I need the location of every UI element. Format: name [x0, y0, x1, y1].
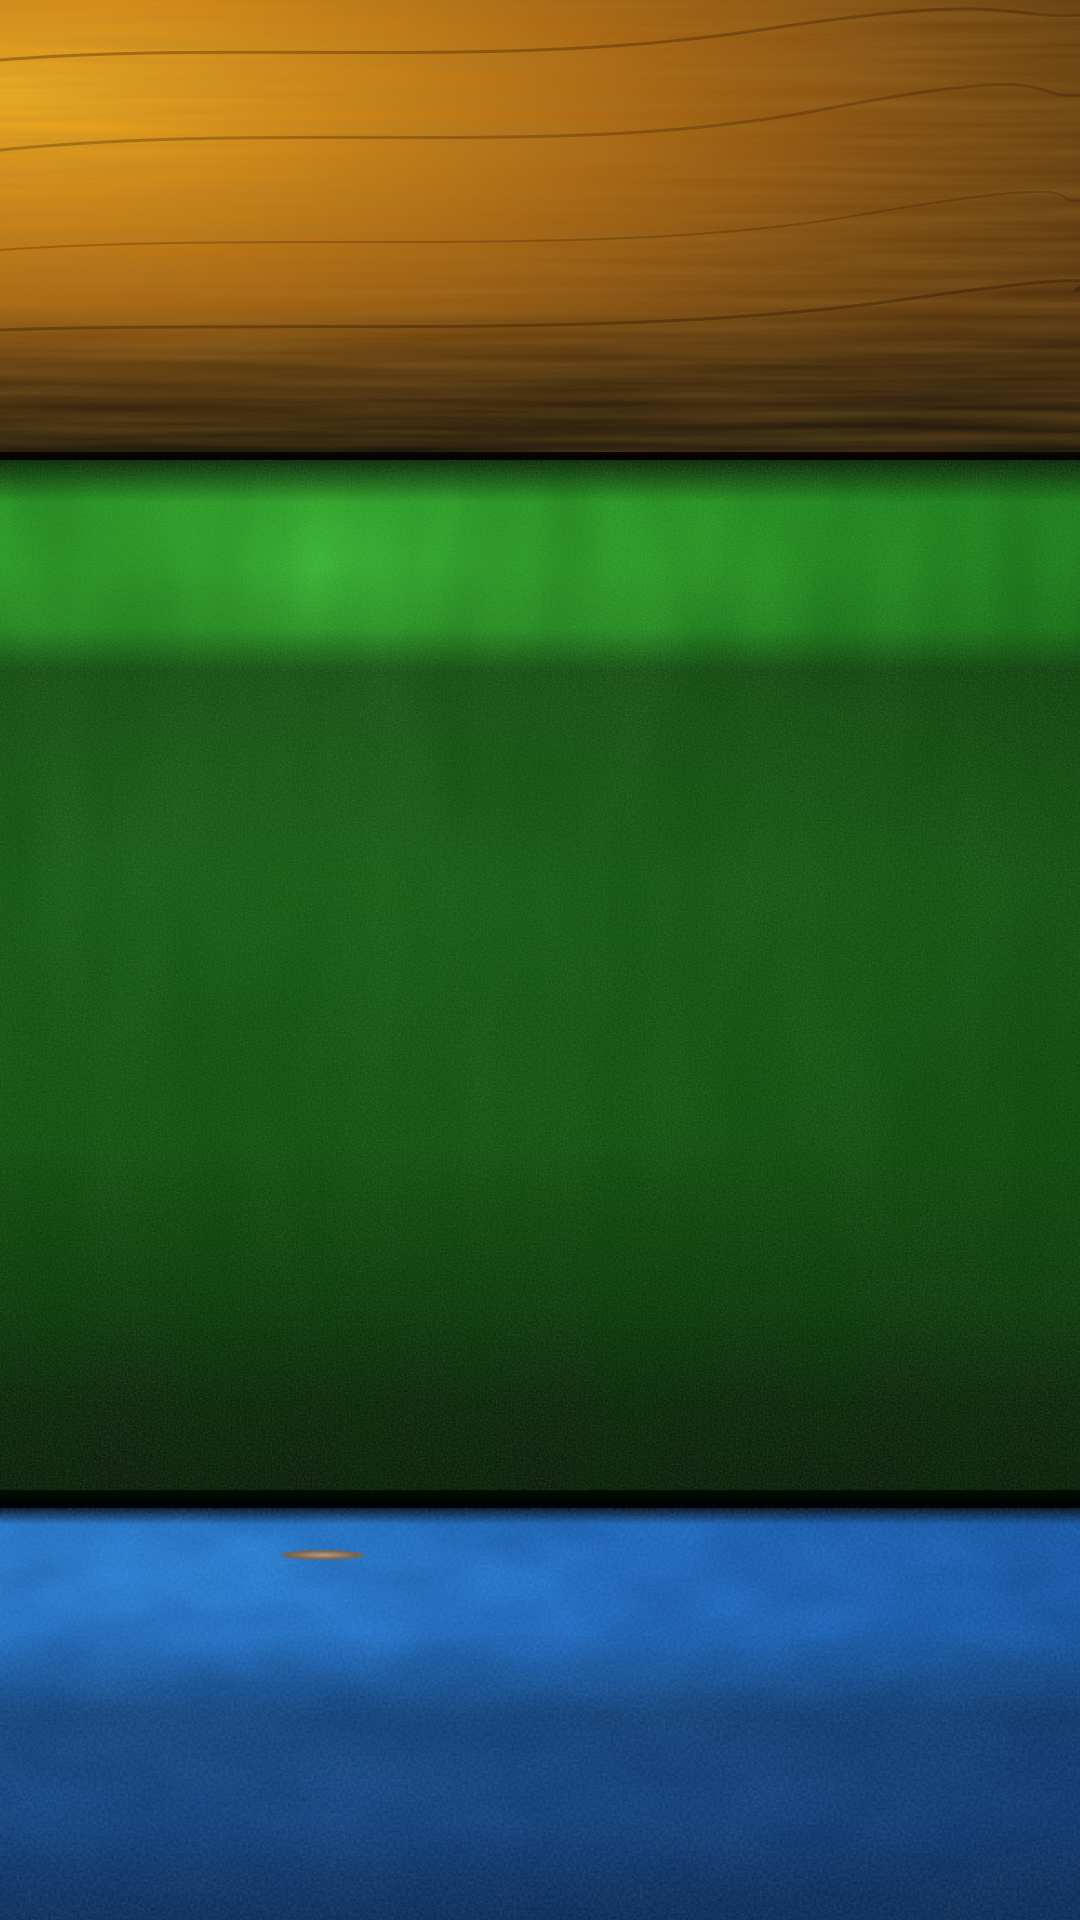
- wood-grain-texture: [0, 0, 1080, 462]
- green-velvet-ring: [0, 460, 1080, 1510]
- paint-texture: [0, 1508, 1080, 1920]
- orange-wood-ring: [0, 0, 1080, 462]
- velvet-texture: [0, 460, 1080, 1510]
- surface-speck: [280, 1550, 366, 1560]
- blue-painted-ring: [0, 1508, 1080, 1920]
